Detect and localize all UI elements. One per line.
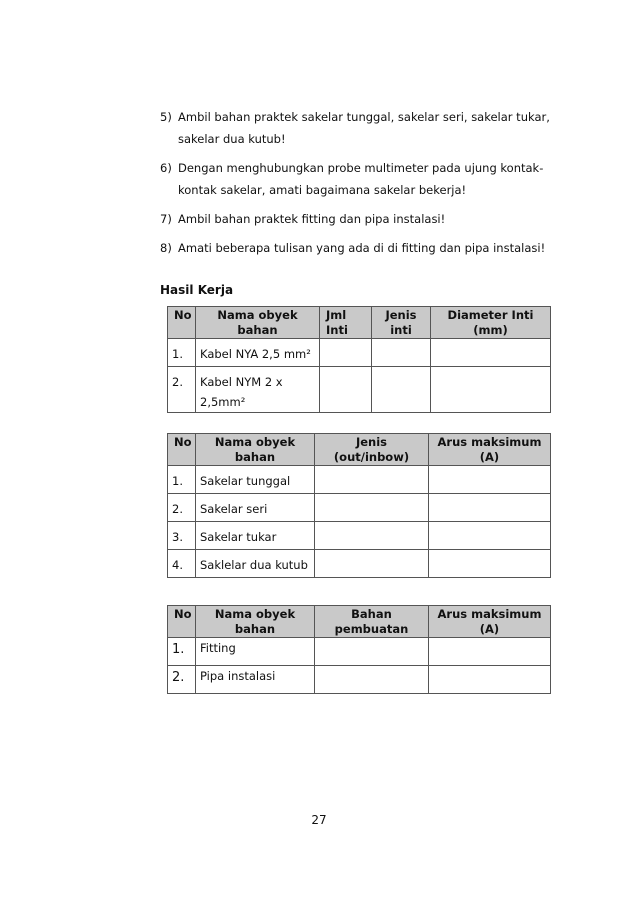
cell-no: 2. [168, 666, 196, 694]
cell-no: 4. [168, 550, 196, 578]
header-name: Nama obyek bahan [196, 434, 315, 466]
table-header-row [168, 307, 551, 339]
cell-empty[interactable] [429, 550, 551, 578]
step-text: Amati beberapa tulisan yang ada di di fitting dan pipa instalasi! [178, 241, 546, 255]
cell-empty[interactable] [315, 522, 429, 550]
table-row [168, 339, 551, 367]
step-text: Ambil bahan praktek sakelar tunggal, sakelar seri, sakelar tukar, sakelar dua kutub! [178, 110, 550, 146]
cell-empty[interactable] [315, 466, 429, 494]
instruction-step-8 [160, 237, 560, 259]
instruction-step-7 [160, 208, 560, 230]
fitting-table [167, 605, 551, 694]
switch-table [167, 433, 551, 578]
cell-name: Kabel NYA 2,5 mm² [196, 339, 320, 367]
header-no: No [168, 307, 196, 339]
cell-name: Fitting [196, 638, 315, 666]
cell-name: Saklelar dua kutub [196, 550, 315, 578]
header-core-type: Jenis inti [372, 307, 431, 339]
header-name: Nama obyek bahan [196, 606, 315, 638]
header-core-count: Jml Inti [320, 307, 372, 339]
header-material: Bahan pembuatan [315, 606, 429, 638]
cell-name: Sakelar tunggal [196, 466, 315, 494]
step-text: Ambil bahan praktek fitting dan pipa instalasi! [178, 212, 446, 226]
cell-empty[interactable] [429, 666, 551, 694]
step-number: 7) [160, 212, 172, 226]
header-core-diameter: Diameter Inti (mm) [431, 307, 551, 339]
step-number: 6) [160, 161, 172, 175]
cell-no: 2. [168, 494, 196, 522]
table-header-row [168, 606, 551, 638]
table-row [168, 638, 551, 666]
cell-empty[interactable] [429, 638, 551, 666]
table-row [168, 666, 551, 694]
cell-name: Sakelar seri [196, 494, 315, 522]
header-no: No [168, 434, 196, 466]
table-row [168, 466, 551, 494]
cell-name: Sakelar tukar [196, 522, 315, 550]
cell-empty[interactable] [431, 367, 551, 413]
header-max-current: Arus maksimum (A) [429, 434, 551, 466]
instruction-step-6 [160, 157, 560, 201]
instruction-step-5 [160, 106, 560, 150]
cell-empty[interactable] [315, 666, 429, 694]
cell-no: 2. [168, 367, 196, 413]
table-row [168, 494, 551, 522]
header-max-current: Arus maksimum (A) [429, 606, 551, 638]
cell-empty[interactable] [429, 522, 551, 550]
section-heading: Hasil Kerja [160, 283, 234, 297]
cell-empty[interactable] [372, 367, 431, 413]
cell-empty[interactable] [372, 339, 431, 367]
cell-empty[interactable] [320, 367, 372, 413]
table-row [168, 550, 551, 578]
cell-empty[interactable] [315, 638, 429, 666]
cell-empty[interactable] [320, 339, 372, 367]
cell-no: 1. [168, 638, 196, 666]
step-text: Dengan menghubungkan probe multimeter pada ujung kontak-kontak sakelar, amati bagaimana sakelar bekerja! [178, 161, 544, 197]
header-name: Nama obyek bahan [196, 307, 320, 339]
table-header-row [168, 434, 551, 466]
header-type: Jenis (out/inbow) [315, 434, 429, 466]
cell-no: 3. [168, 522, 196, 550]
cable-table [167, 306, 551, 413]
cell-empty[interactable] [315, 494, 429, 522]
header-no: No [168, 606, 196, 638]
table-row [168, 367, 551, 413]
cell-name: Kabel NYM 2 x 2,5mm² [196, 367, 320, 413]
cell-no: 1. [168, 466, 196, 494]
cell-empty[interactable] [431, 339, 551, 367]
cell-empty[interactable] [429, 494, 551, 522]
instruction-list [160, 106, 560, 266]
page-number: 27 [311, 813, 327, 827]
step-number: 5) [160, 110, 172, 124]
cell-empty[interactable] [315, 550, 429, 578]
cell-empty[interactable] [429, 466, 551, 494]
table-row [168, 522, 551, 550]
cell-name: Pipa instalasi [196, 666, 315, 694]
cell-no: 1. [168, 339, 196, 367]
step-number: 8) [160, 241, 172, 255]
